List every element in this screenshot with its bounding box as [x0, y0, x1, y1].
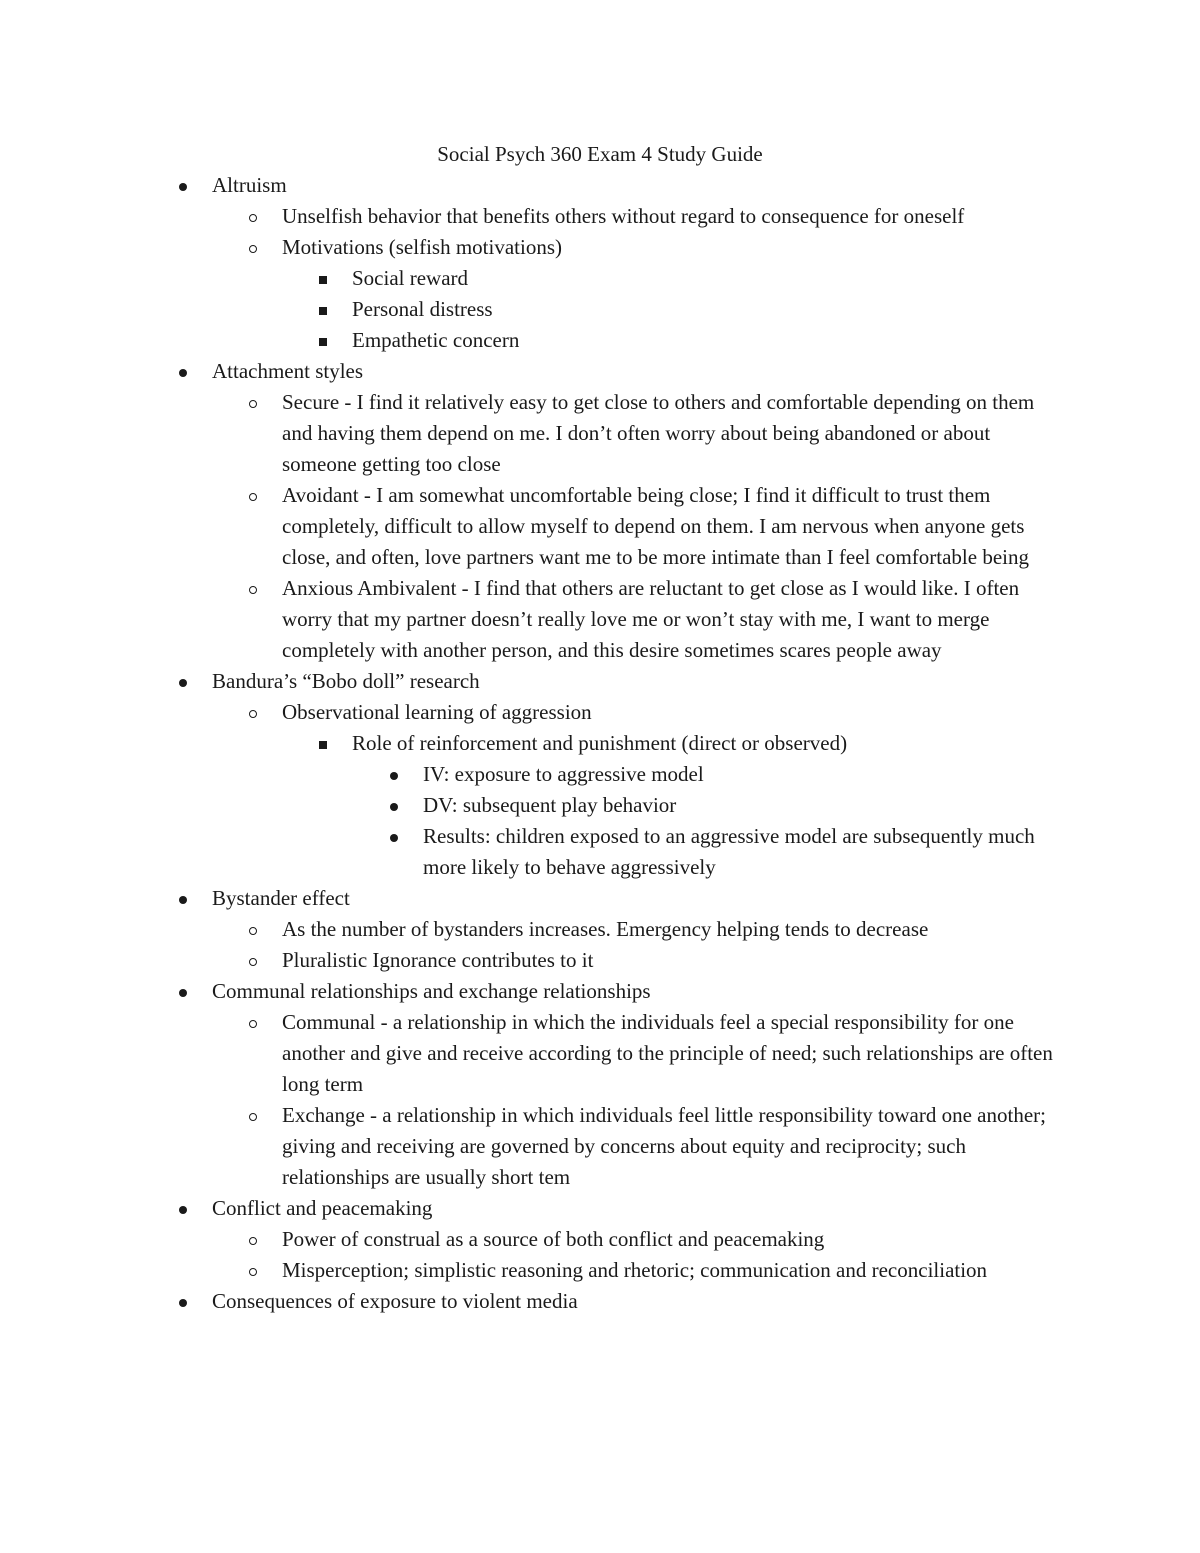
list-item-text: Communal - a relationship in which the individuals feel a special responsibility for one another and give and receive according to the principle of need; such relationships are often long term [282, 1010, 1053, 1096]
list-item [212, 883, 1062, 914]
list-item-text: IV: exposure to aggressive model [423, 762, 704, 786]
list-item [352, 728, 1062, 759]
bullet-circle-icon [246, 1100, 266, 1131]
list-item-text: As the number of bystanders increases. Emergency helping tends to decrease [282, 917, 929, 941]
bullet-square-icon [316, 325, 336, 356]
outline-list [0, 170, 1200, 1317]
list-item [282, 573, 1062, 666]
list-item-text: Altruism [212, 173, 287, 197]
bullet-square-icon [316, 294, 336, 325]
list-item [212, 976, 1062, 1007]
list-item [282, 201, 1062, 232]
list-item [282, 945, 1062, 976]
list-item-text: Conflict and peacemaking [212, 1196, 433, 1220]
bullet-circle-icon [246, 573, 266, 604]
list-item [212, 356, 1062, 387]
list-item-text: Results: children exposed to an aggressive model are subsequently much more likely to behave aggressively [423, 824, 1035, 879]
bullet-circle-icon [246, 945, 266, 976]
list-item-text: Motivations (selfish motivations) [282, 235, 562, 259]
list-item [423, 759, 1063, 790]
list-item [282, 697, 1062, 728]
bullet-circle-icon [246, 387, 266, 418]
bullet-disc-icon [387, 790, 407, 821]
page-title: Social Psych 360 Exam 4 Study Guide [437, 142, 763, 166]
list-item-text: Attachment styles [212, 359, 364, 383]
bullet-circle-icon [246, 232, 266, 263]
list-item-text: Role of reinforcement and punishment (direct or observed) [352, 731, 848, 755]
list-item [282, 1100, 1062, 1193]
bullet-circle-icon [246, 914, 266, 945]
list-item-text: DV: subsequent play behavior [423, 793, 677, 817]
list-item [282, 1007, 1062, 1100]
list-item [282, 387, 1062, 480]
list-item [352, 294, 1062, 325]
list-item [352, 263, 1062, 294]
list-item [212, 1193, 1062, 1224]
list-item-text: Secure - I find it relatively easy to get close to others and comfortable depending on them and having them depend on me. I don’t often worry about being abandoned or about someone getting too close [282, 390, 1035, 476]
list-item-text: Power of construal as a source of both conflict and peacemaking [282, 1227, 825, 1251]
bullet-circle-icon [246, 201, 266, 232]
list-item-text: Social reward [352, 266, 469, 290]
list-item-text: Empathetic concern [352, 328, 520, 352]
list-item-text: Exchange - a relationship in which individuals feel little responsibility toward one another; giving and receiving are governed by concerns about equity and reciprocity; such relationships are usually short tem [282, 1103, 1046, 1189]
list-item [282, 232, 1062, 263]
bullet-circle-icon [246, 1007, 266, 1038]
list-item-text: Bandura’s “Bobo doll” research [212, 669, 480, 693]
list-item [212, 666, 1062, 697]
bullet-disc-icon [387, 759, 407, 790]
bullet-disc-icon [176, 170, 196, 201]
list-item-text: Observational learning of aggression [282, 700, 592, 724]
bullet-disc-icon [176, 1193, 196, 1224]
list-item-text: Avoidant - I am somewhat uncomfortable being close; I find it difficult to trust them completely, difficult to allow myself to depend on them. I am nervous when anyone gets close, and often, love partners want me to be more intimate than I feel comfortable being [282, 483, 1029, 569]
list-item-text: Anxious Ambivalent - I find that others are reluctant to get close as I would like. I often worry that my partner doesn’t really love me or won’t stay with me, I want to merge completely with another person, and this desire sometimes scares people away [282, 576, 1020, 662]
list-item [282, 1224, 1062, 1255]
bullet-disc-icon [176, 666, 196, 697]
list-item [352, 325, 1062, 356]
list-item [282, 480, 1062, 573]
bullet-disc-icon [176, 883, 196, 914]
list-item [423, 821, 1063, 883]
list-item [212, 170, 1062, 201]
bullet-circle-icon [246, 697, 266, 728]
list-item-text: Pluralistic Ignorance contributes to it [282, 948, 594, 972]
list-item-text: Misperception; simplistic reasoning and rhetoric; communication and reconciliation [282, 1258, 988, 1282]
list-item-text: Bystander effect [212, 886, 350, 910]
list-item-text: Personal distress [352, 297, 493, 321]
list-item [212, 1286, 1062, 1317]
bullet-square-icon [316, 728, 336, 759]
bullet-square-icon [316, 263, 336, 294]
bullet-circle-icon [246, 1224, 266, 1255]
list-item [282, 1255, 1062, 1286]
bullet-disc-icon [387, 821, 407, 852]
bullet-disc-icon [176, 976, 196, 1007]
list-item [423, 790, 1063, 821]
list-item-text: Unselfish behavior that benefits others without regard to consequence for oneself [282, 204, 965, 228]
list-item-text: Communal relationships and exchange relationships [212, 979, 651, 1003]
list-item [282, 914, 1062, 945]
bullet-disc-icon [176, 356, 196, 387]
bullet-circle-icon [246, 480, 266, 511]
bullet-disc-icon [176, 1286, 196, 1317]
list-item-text: Consequences of exposure to violent media [212, 1289, 578, 1313]
bullet-circle-icon [246, 1255, 266, 1286]
